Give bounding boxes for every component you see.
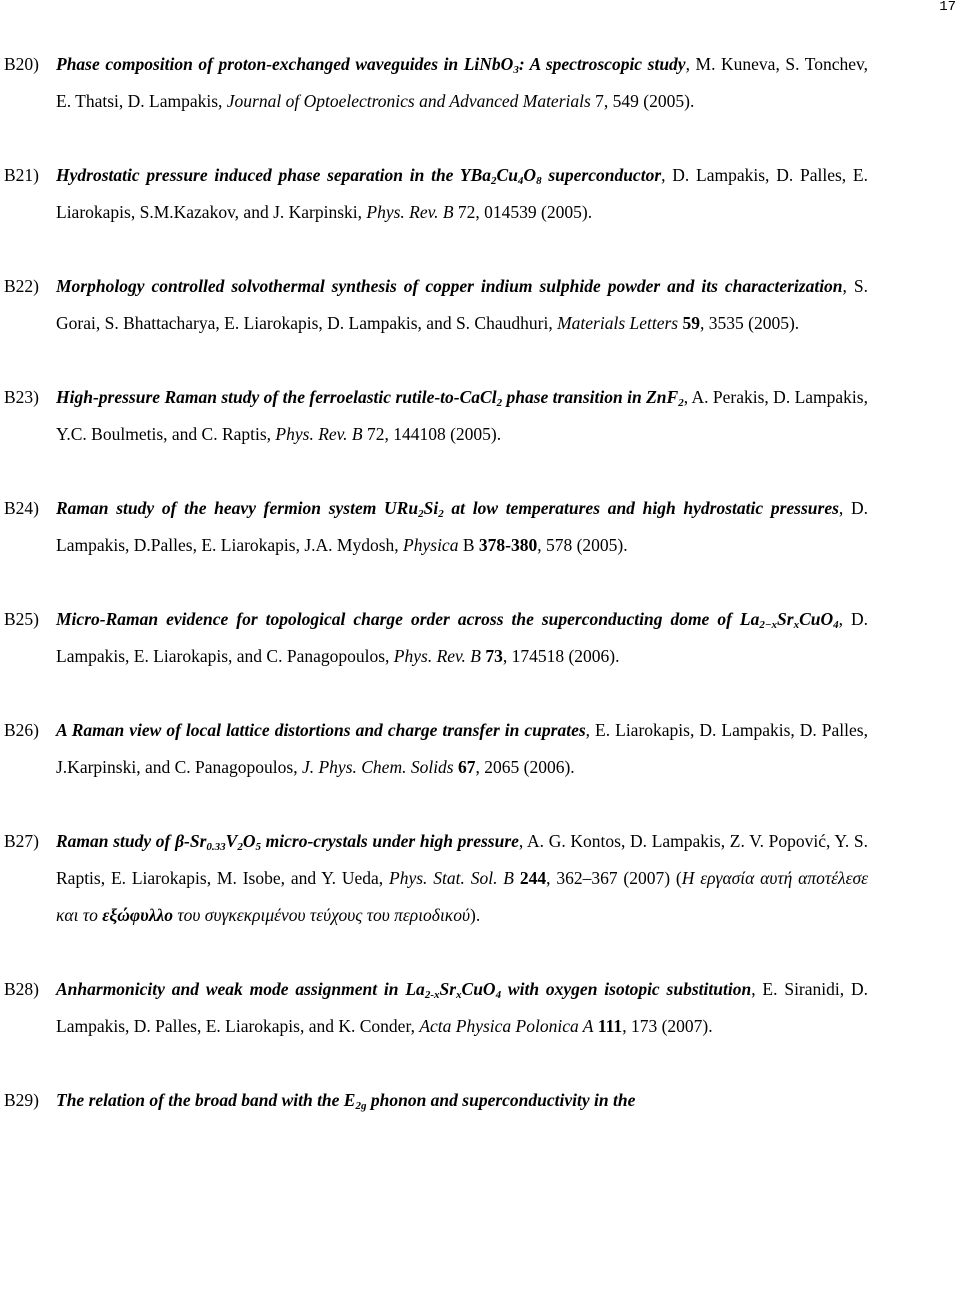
reference-b28	[0, 971, 960, 1045]
reference-title: Phase composition of proton-exchanged waveguides in LiNbO$_3$: A spectroscopic study	[56, 54, 686, 76]
reference-title: Anharmonicity and weak mode assignment in $La_{2-x}Sr_xCuO_4$ with oxygen isotopic substitution	[56, 979, 752, 1001]
reference-citation: 72, 014539 (2005).	[453, 202, 593, 222]
reference-volume: 111	[593, 1016, 623, 1036]
reference-b23	[0, 379, 960, 453]
reference-title: Raman study of the heavy fermion system $URu_2Si_2$ at low temperatures and high hydrostatic pressures	[56, 498, 839, 520]
reference-title: High-pressure Raman study of the ferroelastic rutile-to-CaCl$_2$ phase transition in ZnF$_2$	[56, 387, 684, 409]
reference-authors: , D. Lampakis, D. Palles, E. Liarokapis, S.M.Kazakov, and J. Karpinski,	[56, 165, 868, 222]
reference-authors: , E. Liarokapis, D. Lampakis, D. Palles, J.Karpinski, and C. Panagopoulos,	[56, 720, 868, 777]
reference-label: B21)	[4, 165, 39, 185]
reference-volume: 378-380	[478, 535, 538, 555]
reference-authors: , D. Lampakis, D.Palles, E. Liarokapis, J.A. Mydosh,	[56, 498, 868, 555]
reference-volume: 244	[514, 868, 547, 888]
reference-volume: 73	[480, 646, 503, 666]
reference-note: Η εργασία αυτή αποτέλεσε και το εξώφυλλο του συγκεκριμένου τεύχους του περιοδικού	[56, 868, 869, 925]
reference-journal: Materials Letters	[557, 313, 679, 333]
reference-citation: , 173 (2007).	[622, 1016, 713, 1036]
reference-volume: 67	[453, 757, 476, 777]
reference-citation: , 3535 (2005).	[700, 313, 800, 333]
reference-label: B26)	[4, 720, 39, 740]
reference-citation: 7, 549 (2005).	[590, 91, 695, 111]
reference-b20	[0, 46, 960, 120]
reference-authors: , M. Kuneva, S. Tonchev, E. Thatsi, D. Lampakis,	[56, 54, 869, 111]
reference-authors: , E. Siranidi, D. Lampakis, D. Palles, E. Liarokapis, and K. Conder,	[56, 979, 868, 1036]
reference-b21	[0, 157, 960, 231]
reference-label: B29)	[4, 1090, 39, 1110]
reference-journal: Acta Physica Polonica A	[419, 1016, 594, 1036]
reference-journal: Physica	[403, 535, 459, 555]
reference-b22	[0, 268, 960, 342]
reference-title: The relation of the broad band with the $E_{2g}$ phonon and superconductivity in the	[56, 1090, 636, 1112]
reference-label: B27)	[4, 831, 39, 851]
page-number: 17	[939, 0, 956, 15]
reference-list	[0, 46, 960, 1119]
reference-b27	[0, 823, 960, 934]
reference-citation: , 174518 (2006).	[502, 646, 620, 666]
reference-label: B28)	[4, 979, 39, 999]
reference-journal: Phys. Rev. B	[393, 646, 481, 666]
reference-authors: , A. G. Kontos, D. Lampakis, Z. V. Popović, Y. S. Raptis, E. Liarokapis, M. Isobe, and Y. Ueda,	[56, 831, 868, 888]
reference-b29	[0, 1082, 960, 1119]
reference-label: B22)	[4, 276, 39, 296]
reference-b24	[0, 490, 960, 564]
reference-authors: , S. Gorai, S. Bhattacharya, E. Liarokapis, D. Lampakis, and S. Chaudhuri,	[56, 276, 869, 333]
reference-title: Hydrostatic pressure induced phase separation in the $YBa_2Cu_4O_8$ superconductor	[56, 165, 662, 187]
reference-b26	[0, 712, 960, 786]
reference-label: B23)	[4, 387, 39, 407]
reference-journal: Phys. Rev. B	[275, 424, 363, 444]
reference-journal: Phys. Stat. Sol. B	[389, 868, 514, 888]
reference-title: Raman study of $\beta-Sr_{0.33}V_2O_5$ micro-crystals under high pressure	[56, 831, 519, 853]
reference-title: A Raman view of local lattice distortions and charge transfer in cuprates	[56, 720, 586, 740]
reference-label: B20)	[4, 54, 39, 74]
reference-journal: Phys. Rev. B	[366, 202, 454, 222]
reference-authors: , D. Lampakis, E. Liarokapis, and C. Panagopoulos,	[56, 609, 868, 666]
reference-journal: J. Phys. Chem. Solids	[301, 757, 454, 777]
reference-citation: 72, 144108 (2005).	[362, 424, 502, 444]
reference-series: B	[458, 535, 479, 555]
reference-citation: , 578 (2005).	[537, 535, 628, 555]
reference-citation: , 362–367 (2007) (	[546, 868, 682, 888]
reference-label: B24)	[4, 498, 39, 518]
reference-b25	[0, 601, 960, 675]
reference-authors: , A. Perakis, D. Lampakis, Y.C. Boulmetis, and C. Raptis,	[56, 387, 868, 444]
reference-citation: , 2065 (2006).	[475, 757, 575, 777]
reference-note-end: ).	[470, 905, 481, 925]
reference-label: B25)	[4, 609, 39, 629]
reference-volume: 59	[678, 313, 700, 333]
reference-title: Morphology controlled solvothermal synthesis of copper indium sulphide powder and its characterization	[56, 276, 843, 296]
reference-title: Micro-Raman evidence for topological charge order across the superconducting dome of $La_{2-x}Sr_xCuO_4$	[56, 609, 839, 631]
reference-journal: Journal of Optoelectronics and Advanced Materials	[226, 91, 591, 111]
